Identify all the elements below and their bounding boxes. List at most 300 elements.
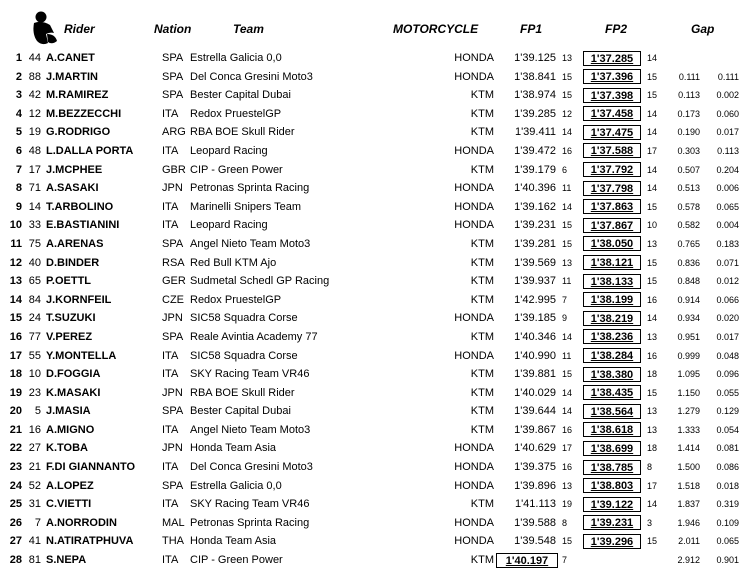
motorcycle: KTM (470, 293, 494, 306)
gap-to-first: 0.513 (677, 183, 700, 194)
rider-name: S.NEPA (46, 554, 87, 567)
rider-name: K.TOBA (46, 442, 88, 455)
position: 11 (10, 237, 22, 250)
fp2-lap: 15 (647, 201, 658, 212)
rider-name: T.ARBOLINO (46, 200, 114, 213)
rider-name: D.BINDER (46, 256, 100, 269)
rider-number: 12 (28, 107, 41, 120)
rider-number: 81 (28, 554, 41, 567)
table-row (0, 458, 745, 477)
motorcycle: HONDA (454, 70, 494, 83)
position: 18 (9, 368, 22, 381)
fp1-time: 1'40.396 (514, 182, 556, 195)
nation: ITA (162, 219, 179, 232)
rider-number: 31 (28, 498, 41, 511)
gap-to-previous: 0.055 (716, 387, 739, 398)
fp1-lap: 16 (562, 145, 573, 156)
team-name: Bester Capital Dubai (190, 405, 291, 418)
fp2-time: 1'38.564 (583, 404, 641, 419)
position: 26 (9, 516, 22, 529)
position: 4 (15, 107, 22, 120)
rider-number: 42 (28, 89, 41, 102)
rider-number: 71 (28, 182, 41, 195)
gap-to-first: 0.113 (678, 90, 700, 101)
gap-to-first: 0.934 (677, 313, 700, 324)
fp1-lap: 14 (562, 406, 573, 417)
fp1-time: 1'41.113 (514, 498, 556, 511)
team-name: SIC58 Squadra Corse (190, 349, 298, 362)
gap-to-previous: 0.129 (716, 406, 739, 417)
fp1-time: 1'40.197 (496, 553, 558, 568)
rider-name: A.SASAKI (46, 182, 99, 195)
team-name: Redox PruestelGP (190, 107, 282, 120)
motorcycle: HONDA (454, 219, 494, 232)
rider-name: E.BASTIANINI (46, 219, 120, 232)
fp2-time: 1'37.798 (583, 181, 641, 196)
table-row (0, 161, 745, 180)
rider-number: 21 (28, 461, 41, 474)
fp2-lap: 10 (647, 220, 658, 231)
position: 7 (15, 163, 22, 176)
fp2-time: 1'38.133 (583, 274, 641, 289)
rider-number: 48 (28, 144, 41, 157)
motorcycle: KTM (470, 237, 494, 250)
header-rider: Rider (64, 22, 95, 36)
rider-name: V.PEREZ (46, 330, 93, 343)
fp2-time: 1'37.398 (583, 88, 641, 103)
nation: ITA (162, 349, 179, 362)
nation: SPA (162, 330, 184, 343)
fp1-time: 1'38.841 (514, 70, 556, 83)
fp1-lap: 17 (562, 443, 573, 454)
gap-to-first: 1.837 (677, 499, 700, 510)
motorcycle: HONDA (454, 442, 494, 455)
fp2-lap: 15 (647, 90, 658, 101)
rider-number: 14 (28, 200, 41, 213)
rider-number: 23 (28, 386, 41, 399)
rider-number: 40 (28, 256, 41, 269)
fp1-time: 1'39.375 (514, 461, 556, 474)
table-row (0, 123, 745, 142)
rider-number: 16 (28, 423, 41, 436)
fp1-lap: 8 (562, 517, 568, 528)
gap-to-previous: 0.004 (716, 220, 739, 231)
position: 10 (9, 219, 22, 232)
position: 9 (15, 200, 22, 213)
fp2-lap: 14 (647, 108, 658, 119)
nation: RSA (162, 256, 185, 269)
motorcycle: HONDA (454, 144, 494, 157)
gap-to-first: 1.500 (677, 462, 700, 473)
gap-to-first: 0.999 (677, 350, 700, 361)
fp1-time: 1'39.179 (514, 163, 556, 176)
gap-to-previous: 0.111 (717, 71, 739, 82)
fp1-time: 1'39.285 (514, 107, 556, 120)
position: 15 (9, 312, 22, 325)
fp2-lap: 16 (647, 350, 658, 361)
gap-to-first: 0.848 (677, 276, 700, 287)
fp1-lap: 11 (562, 350, 572, 361)
table-row (0, 421, 745, 440)
motorcycle: HONDA (454, 200, 494, 213)
fp1-time: 1'39.588 (514, 516, 556, 529)
fp1-time: 1'39.937 (514, 275, 556, 288)
fp2-lap: 15 (647, 276, 658, 287)
rider-name: D.FOGGIA (46, 368, 101, 381)
rider-name: A.CANET (46, 52, 95, 64)
nation: SPA (162, 52, 184, 64)
fp1-lap: 14 (562, 331, 573, 342)
table-row (0, 551, 745, 570)
team-name: SIC58 Squadra Corse (190, 312, 298, 325)
fp1-time: 1'39.644 (514, 405, 556, 418)
nation: JPN (162, 182, 183, 195)
fp1-time: 1'39.162 (514, 200, 556, 213)
motorcycle: HONDA (454, 312, 494, 325)
fp1-time: 1'39.185 (514, 312, 556, 325)
fp1-time: 1'42.995 (514, 293, 556, 306)
nation: SPA (162, 405, 184, 418)
motorcycle: KTM (470, 386, 494, 399)
fp2-time: 1'37.588 (583, 143, 641, 158)
motorcycle: KTM (470, 368, 494, 381)
position: 19 (9, 386, 22, 399)
gap-to-first: 2.011 (678, 536, 700, 547)
gap-to-previous: 0.018 (716, 480, 739, 491)
fp2-lap: 13 (647, 406, 658, 417)
position: 12 (9, 256, 22, 269)
team-name: Leopard Racing (190, 144, 268, 157)
header-gap: Gap (691, 22, 715, 36)
fp2-time: 1'39.122 (583, 497, 641, 512)
motorcycle: KTM (470, 405, 494, 418)
gap-to-first: 0.578 (677, 201, 700, 212)
header-team: Team (233, 22, 264, 36)
fp1-time: 1'38.974 (514, 89, 556, 102)
position: 2 (15, 70, 22, 83)
fp2-time: 1'37.458 (583, 106, 641, 121)
team-name: SKY Racing Team VR46 (190, 498, 310, 511)
gap-to-first: 1.279 (677, 406, 700, 417)
nation: ITA (162, 554, 179, 567)
fp2-lap: 18 (647, 443, 658, 454)
rider-name: L.DALLA PORTA (46, 144, 134, 157)
position: 6 (15, 144, 22, 157)
rider-name: Y.MONTELLA (46, 349, 117, 362)
position: 22 (9, 442, 22, 455)
fp1-time: 1'39.411 (514, 126, 556, 139)
gap-to-previous: 0.065 (716, 536, 739, 547)
fp2-time: 1'38.785 (583, 460, 641, 475)
fp2-time: 1'38.803 (583, 478, 641, 493)
fp2-lap: 15 (647, 71, 658, 82)
motorcycle: KTM (470, 163, 494, 176)
fp1-lap: 15 (562, 90, 573, 101)
team-name: Honda Team Asia (190, 442, 277, 455)
nation: ITA (162, 423, 179, 436)
gap-to-first: 1.095 (677, 369, 700, 380)
table-row (0, 105, 745, 124)
gap-to-first: 0.173 (677, 108, 700, 119)
gap-to-previous: 0.319 (716, 499, 739, 510)
rider-name: J.MARTIN (46, 70, 98, 83)
fp2-time: 1'38.699 (583, 441, 641, 456)
team-name: Estrella Galicia 0,0 (190, 479, 282, 492)
gap-to-first: 2.912 (677, 555, 700, 566)
fp1-lap: 15 (562, 369, 573, 380)
rider-name: C.VIETTI (46, 498, 92, 511)
fp1-lap: 9 (562, 313, 568, 324)
gap-to-first: 0.507 (677, 164, 700, 175)
position: 21 (9, 423, 22, 436)
fp2-lap: 14 (647, 313, 658, 324)
rider-number: 19 (28, 126, 41, 139)
team-name: Honda Team Asia (190, 535, 277, 548)
nation: GER (162, 275, 186, 288)
position: 3 (15, 89, 22, 102)
table-row (0, 86, 745, 105)
nation: SPA (162, 479, 184, 492)
team-name: Petronas Sprinta Racing (190, 516, 310, 529)
gap-to-previous: 0.002 (716, 90, 739, 101)
nation: SPA (162, 70, 184, 83)
table-row (0, 272, 745, 291)
fp2-lap: 3 (647, 517, 653, 528)
gap-to-previous: 0.096 (716, 369, 739, 380)
rider-name: M.RAMIREZ (46, 89, 109, 102)
motorcycle: KTM (470, 498, 494, 511)
fp1-time: 1'39.281 (514, 237, 556, 250)
fp2-time: 1'38.435 (583, 385, 641, 400)
team-name: Red Bull KTM Ajo (190, 256, 277, 269)
gap-to-previous: 0.066 (716, 294, 739, 305)
gap-to-previous: 0.020 (716, 313, 739, 324)
motorcycle: HONDA (454, 516, 494, 529)
fp1-lap: 16 (562, 424, 573, 435)
rider-name: A.ARENAS (46, 237, 104, 250)
nation: ITA (162, 144, 179, 157)
position: 8 (15, 182, 22, 195)
rider-name: A.MIGNO (46, 423, 95, 436)
fp2-time: 1'39.231 (583, 515, 641, 530)
rider-number: 33 (28, 219, 41, 232)
fp1-lap: 13 (562, 53, 573, 63)
fp2-lap: 17 (647, 480, 658, 491)
fp2-time: 1'38.199 (583, 292, 641, 307)
fp2-time: 1'38.050 (583, 236, 641, 251)
rider-name: M.BEZZECCHI (46, 107, 122, 120)
rider-number: 27 (28, 442, 41, 455)
gap-to-first: 0.836 (677, 257, 700, 268)
position: 17 (9, 349, 22, 362)
fp1-time: 1'39.125 (514, 52, 556, 64)
team-name: Sudmetal Schedl GP Racing (190, 275, 330, 288)
fp1-lap: 13 (562, 480, 573, 491)
rider-number: 7 (34, 516, 41, 529)
rider-number: 52 (28, 479, 41, 492)
motorcycle: KTM (470, 554, 494, 567)
motorcycle: KTM (470, 256, 494, 269)
fp2-time: 1'37.867 (583, 218, 641, 233)
nation: ITA (162, 107, 179, 120)
table-row (0, 142, 745, 161)
rider-number: 55 (28, 349, 41, 362)
gap-to-first: 0.582 (677, 220, 700, 231)
fp2-time: 1'38.380 (583, 367, 641, 382)
gap-to-previous: 0.054 (716, 424, 739, 435)
rider-number: 65 (28, 275, 41, 288)
rider-name: N.ATIRATPHUVA (46, 535, 134, 548)
motorcycle: HONDA (454, 182, 494, 195)
nation: ARG (162, 126, 186, 139)
fp2-time: 1'39.296 (583, 534, 641, 549)
motorcycle: HONDA (454, 535, 494, 548)
table-row (0, 439, 745, 458)
fp1-lap: 12 (562, 108, 573, 119)
fp2-lap: 14 (647, 164, 658, 175)
table-row (0, 309, 745, 328)
fp2-time: 1'37.285 (583, 51, 641, 66)
fp1-time: 1'39.231 (514, 219, 556, 232)
table-row (0, 402, 745, 421)
gap-to-first: 1.946 (677, 517, 700, 528)
gap-to-first: 0.190 (677, 127, 700, 138)
nation: MAL (162, 516, 185, 529)
fp2-lap: 13 (647, 424, 658, 435)
rider-name: A.NORRODIN (46, 516, 117, 529)
team-name: Angel Nieto Team Moto3 (190, 423, 311, 436)
fp2-lap: 17 (647, 145, 658, 156)
team-name: Angel Nieto Team Moto3 (190, 237, 311, 250)
gap-to-previous: 0.901 (716, 555, 739, 566)
fp2-time: 1'38.284 (583, 348, 641, 363)
gap-to-previous: 0.065 (716, 201, 739, 212)
gap-to-first: 0.951 (677, 331, 700, 342)
position: 14 (9, 293, 22, 306)
position: 23 (9, 461, 22, 474)
team-name: Del Conca Gresini Moto3 (190, 70, 313, 83)
rider-number: 75 (28, 237, 41, 250)
motorcycle: HONDA (454, 461, 494, 474)
nation: SPA (162, 89, 184, 102)
motorcycle: HONDA (454, 52, 494, 64)
nation: GBR (162, 163, 186, 176)
fp2-lap: 13 (647, 331, 658, 342)
table-row (0, 514, 745, 533)
table-row (0, 347, 745, 366)
fp2-lap: 14 (647, 53, 658, 63)
motorcycle: KTM (470, 275, 494, 288)
rider-name: G.RODRIGO (46, 126, 111, 139)
motorcycle: HONDA (454, 349, 494, 362)
fp2-lap: 16 (647, 294, 658, 305)
fp2-lap: 14 (647, 127, 658, 138)
header-fp2: FP2 (605, 22, 628, 36)
position: 24 (9, 479, 22, 492)
rider-name: J.MCPHEE (46, 163, 103, 176)
fp2-lap: 8 (647, 462, 653, 473)
gap-to-previous: 0.204 (716, 164, 739, 175)
gap-to-previous: 0.012 (716, 276, 739, 287)
table-row (0, 68, 745, 87)
gap-to-first: 1.518 (677, 480, 700, 491)
nation: ITA (162, 498, 179, 511)
fp2-lap: 15 (647, 257, 658, 268)
nation: JPN (162, 386, 183, 399)
gap-to-previous: 0.017 (716, 331, 739, 342)
position: 20 (9, 405, 22, 418)
motorcycle: KTM (470, 107, 494, 120)
motorcycle-rider-logo-icon (28, 10, 60, 46)
team-name: RBA BOE Skull Rider (190, 126, 295, 139)
rider-number: 5 (34, 405, 41, 418)
header-motorcycle: MOTORCYCLE (393, 22, 479, 36)
fp2-lap: 14 (647, 499, 658, 510)
table-row (0, 328, 745, 347)
header-fp1: FP1 (520, 22, 543, 36)
gap-to-first: 0.303 (677, 145, 700, 156)
team-name: Estrella Galicia 0,0 (190, 52, 282, 64)
rider-name: K.MASAKI (46, 386, 101, 399)
gap-to-previous: 0.006 (716, 183, 739, 194)
nation: JPN (162, 442, 183, 455)
table-row (0, 49, 745, 68)
gap-to-previous: 0.060 (716, 108, 739, 119)
fp1-lap: 15 (562, 71, 573, 82)
nation: CZE (162, 293, 184, 306)
nation: ITA (162, 200, 179, 213)
team-name: Redox PruestelGP (190, 293, 282, 306)
gap-to-first: 1.414 (677, 443, 700, 454)
fp1-lap: 14 (562, 127, 573, 138)
gap-to-previous: 0.113 (717, 145, 739, 156)
nation: ITA (162, 461, 179, 474)
fp1-lap: 7 (562, 294, 568, 305)
gap-to-first: 1.333 (677, 424, 700, 435)
fp1-time: 1'40.346 (514, 330, 556, 343)
fp1-lap: 15 (562, 238, 573, 249)
table-row (0, 365, 745, 384)
rider-number: 17 (28, 163, 41, 176)
rider-name: F.DI GIANNANTO (46, 461, 136, 474)
table-row (0, 477, 745, 496)
motorcycle: KTM (470, 330, 494, 343)
team-name: Del Conca Gresini Moto3 (190, 461, 313, 474)
rider-number: 24 (28, 312, 41, 325)
team-name: Marinelli Snipers Team (190, 200, 302, 213)
fp1-time: 1'39.548 (514, 535, 556, 548)
fp2-time: 1'38.618 (583, 422, 641, 437)
fp1-lap: 6 (562, 164, 568, 175)
fp2-lap: 15 (647, 387, 658, 398)
table-row (0, 254, 745, 273)
table-row (0, 179, 745, 198)
fp2-time: 1'37.475 (583, 125, 641, 140)
fp1-lap: 14 (562, 387, 573, 398)
nation: JPN (162, 312, 183, 325)
team-name: Bester Capital Dubai (190, 89, 291, 102)
nation: ITA (162, 368, 179, 381)
fp1-lap: 7 (562, 555, 568, 566)
team-name: Petronas Sprinta Racing (190, 182, 310, 195)
fp2-lap: 13 (647, 238, 658, 249)
position: 25 (9, 498, 22, 511)
gap-to-previous: 0.109 (716, 517, 739, 528)
table-row (0, 495, 745, 514)
rider-number: 88 (28, 70, 41, 83)
gap-to-first: 0.914 (677, 294, 700, 305)
motorcycle: KTM (470, 423, 494, 436)
